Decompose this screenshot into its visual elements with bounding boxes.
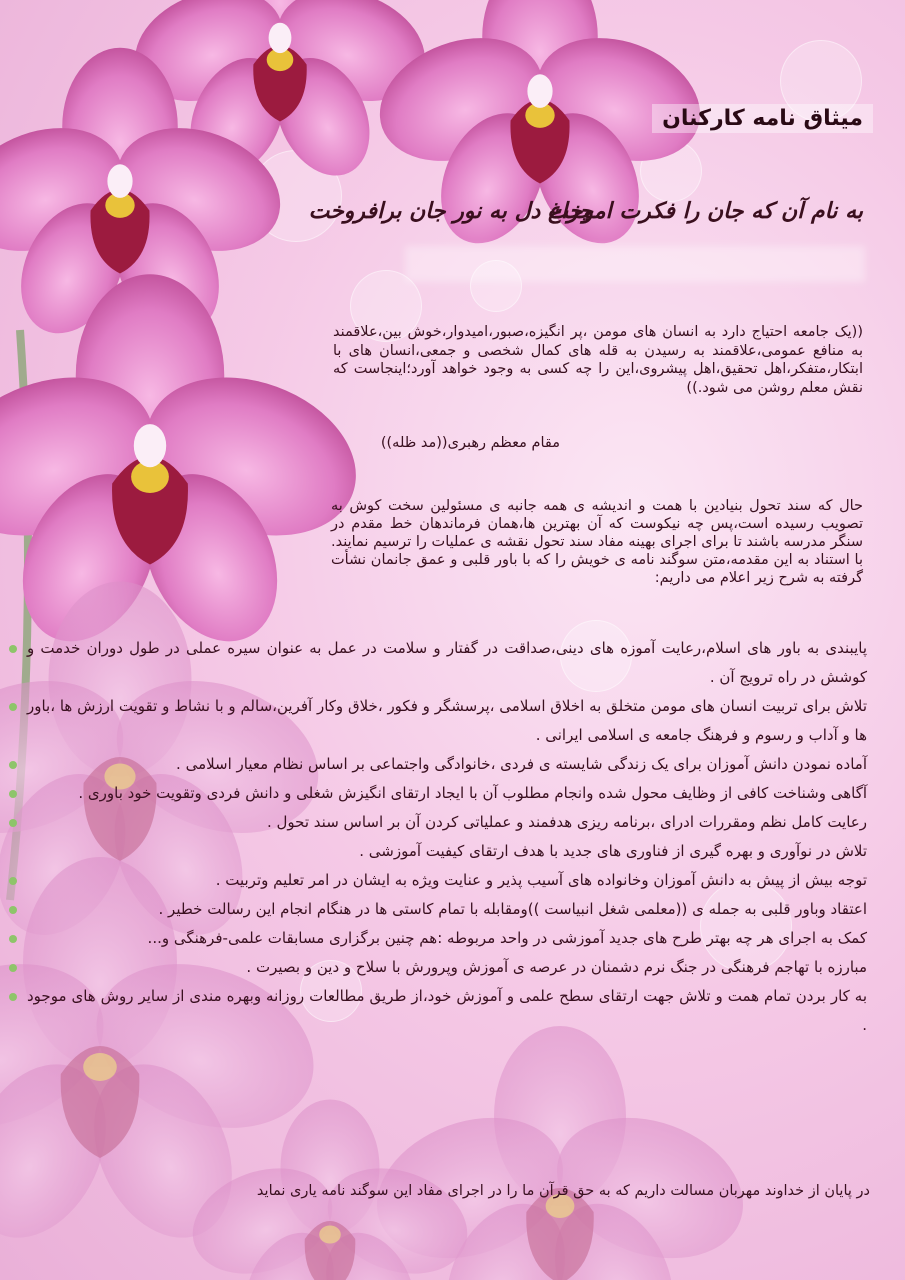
bullet-dot-icon xyxy=(9,819,17,827)
list-item: آگاهی وشناخت کافی از وظایف محول شده وانجام مطلوب آن با ایجاد ارتقای انگیزش شغلی و دانش فردی وتقویت خود باوری . xyxy=(27,779,867,808)
bullet-dot-icon xyxy=(9,645,17,653)
bullet-dot-icon xyxy=(9,761,17,769)
page-title: میثاق نامه کارکنان xyxy=(652,104,873,133)
list-item: پایبندی به باور های اسلام،رعایت آموزه های دینی،صداقت در گفتار و سلامت در عمل به عنوان سیره عملی در طول دوران خدمت و کوشش در راه ترویج آن . xyxy=(27,634,867,692)
bullet-dot-icon xyxy=(9,935,17,943)
pledge-list xyxy=(27,634,867,1040)
list-item: رعایت کامل نظم ومقررات ادرای ،برنامه ریزی هدفمند و عملیاتی کردن آن بر اساس سند تحول . xyxy=(27,808,867,837)
list-item: کمک به اجرای هر چه بهتر طرح های جدید آموزشی در واحد مربوطه :هم چنین برگزاری مسابقات علمی-فرهنگی و... xyxy=(27,924,867,953)
leader-quote: ((یک جامعه احتیاج دارد به انسان های مومن ،پر انگیزه،صبور،امیدوار،خوش بین،علاقمند به منافع عمومی،علاقمند به رسیدن به قله های کمال شخصی و جمعی،انسان های با ابتکار،متفکر،اهل تحقیق،اهل پیشروی،این را چه کسی به وجود خواهد آورد؛اینجاست که نقش معلم روشن می شود.)) xyxy=(333,324,863,396)
verse-left: چراغ دل به نور جان برافروخت xyxy=(308,198,593,224)
verse-right: به نام آن که جان را فکرت اموخت xyxy=(547,198,863,224)
list-item: توجه بیش از پیش به دانش آموزان وخانواده های آسیب پذیر و عنایت ویژه به ایشان در امر تعلیم وتربیت . xyxy=(27,866,867,895)
intro-paragraph: حال که سند تحول بنیادین با همت و اندیشه ی همه جانبه ی مسئولین سخت کوش به تصویب رسیده است،پس چه نیکوست که آن بهترین ها،همان فرماندهان خط مقدم در سنگر مدرسه باشند تا برای اجرای بهینه مفاد سند تحول نقشه ی عملیات را ترسیم نمایند. با استناد به این مقدمه،متن سوگند نامه ی خویش را که با باور قلبی و عمق جانمان نشأت گرفته به شرح زیر اعلام می داریم: xyxy=(331,498,863,586)
list-item: تلاش برای تربیت انسان های مومن متخلق به اخلاق اسلامی ،پرسشگر و فکور ،خلاق وکار آفرین،سالم و با نشاط و تقویت ارزش ها ،باور ها و آداب و رسوم و فرهنگ جامعه ی اسلامی ایرانی . xyxy=(27,692,867,750)
list-item: به کار بردن تمام همت و تلاش جهت ارتقای سطح علمی و آموزش خود،از طریق مطالعات روزانه وبهره مندی از سایر روش های موجود . xyxy=(27,982,867,1040)
list-item: اعتقاد وباور قلبی به جمله ی ((معلمی شغل انبیاست ))ومقابله با تمام کاستی ها در هنگام انجام این رسالت خطیر . xyxy=(27,895,867,924)
list-item: مبارزه با تهاجم فرهنگی در جنگ نرم دشمنان در عرصه ی آموزش وپرورش با سلاح و دین و بصیرت . xyxy=(27,953,867,982)
bullet-dot-icon xyxy=(9,906,17,914)
bullet-dot-icon xyxy=(9,964,17,972)
bullet-dot-icon xyxy=(9,993,17,1001)
bullet-dot-icon xyxy=(9,703,17,711)
closing-line: در پایان از خداوند مهربان مسالت داریم که به حق قرآن ما را در اجرای مفاد این سوگند نامه یاری نماید xyxy=(256,1183,870,1199)
blurred-strip xyxy=(405,246,865,282)
bullet-dot-icon xyxy=(9,790,17,798)
quote-attribution: مقام معظم رهبری((مد ظله)) xyxy=(380,435,560,451)
bullet-dot-icon xyxy=(9,877,17,885)
list-item: آماده نمودن دانش آموزان برای یک زندگی شایسته ی فردی ،خانوادگی واجتماعی بر اساس نظام معیار اسلامی . xyxy=(27,750,867,779)
list-item: تلاش در نوآوری و بهره گیری از فناوری های جدید با هدف ارتقای کیفیت آموزشی . xyxy=(359,842,867,860)
